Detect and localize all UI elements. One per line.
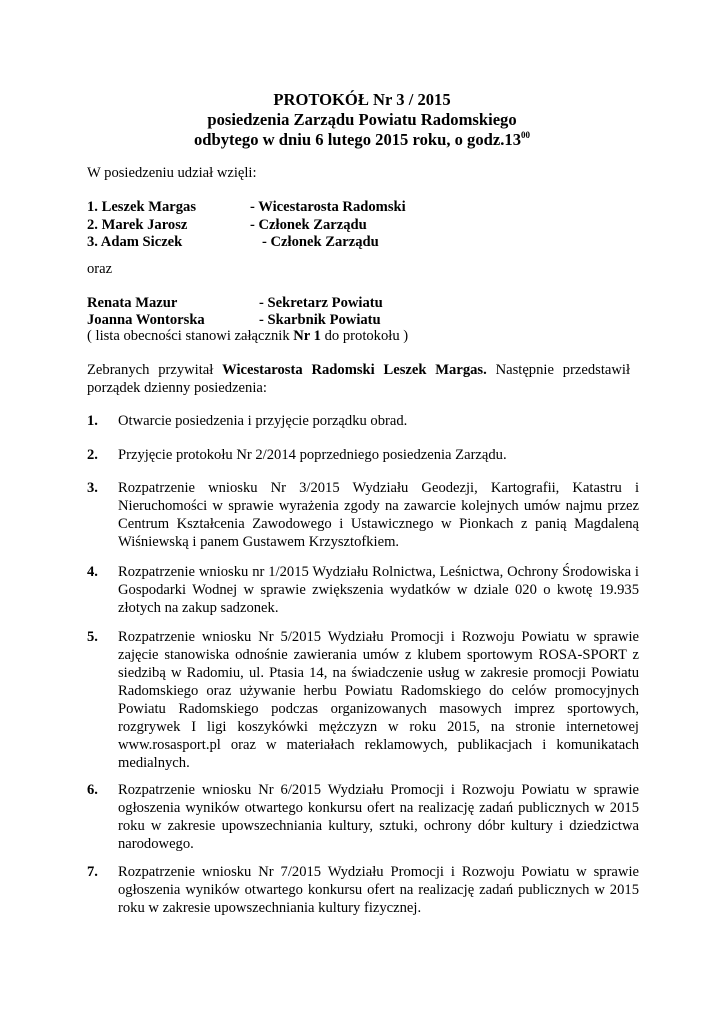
agenda-number: 6. (87, 782, 98, 798)
title-line-3-text: odbytego w dniu 6 lutego 2015 roku, o godz.13 (193, 130, 521, 149)
attendee-role: - Sekretarz Powiatu (259, 295, 383, 311)
member-name: 3. Adam Siczek (87, 234, 183, 250)
member-name: 2. Marek Jarosz (87, 217, 188, 233)
oraz-text: oraz (87, 261, 113, 277)
agenda-number: 5. (87, 629, 98, 645)
agenda-text: Otwarcie posiedzenia i przyjęcie porządku obrad. (118, 413, 408, 429)
attendee-role: - Skarbnik Powiatu (259, 312, 381, 328)
title-line-2: posiedzenia Zarządu Powiatu Radomskiego (207, 110, 517, 129)
agenda-number: 3. (87, 480, 98, 496)
member-row (87, 233, 637, 251)
intro-after: Następnie przedstawił porządek dzienny posiedzenia: (87, 362, 631, 396)
agenda-text: Rozpatrzenie wniosku Nr 6/2015 Wydziału Promocji i Rozwoju Powiatu w sprawie ogłoszenia wyników otwartego konkursu ofert na realizację zadań publicznych w 2015 roku w zakresie upowszechniania kultury, sztuki, ochrony dóbr kultury i dziedzictwa narodowego. (118, 782, 639, 852)
member-role: - Członek Zarządu (262, 234, 379, 250)
attendance-label: W posiedzeniu udział wzięli: (87, 165, 257, 181)
agenda-number: 1. (87, 413, 98, 429)
agenda-text: Rozpatrzenie wniosku Nr 5/2015 Wydziału Promocji i Rozwoju Powiatu w sprawie zajęcie stanowiska odnośnie zawierania umów z klubem sportowym ROSA-SPORT z siedzibą w Radomiu, ul. Ptasia 14, na świadczenie usług w zakresie promocji Powiatu Radomskiego oraz używanie herbu Powiatu Radomskiego do celów promocyjnych Powiatu Radomskiego podczas organizowanych masowych imprez sportowych, rozgrywek I ligi koszykówki mężczyzn w roku 2015, na stronie internetowej www.rosasport.pl oraz w materiałach reklamowych, publikacjach i komunikatach medialnych. (118, 629, 639, 771)
agenda-number: 2. (87, 447, 98, 463)
member-row (87, 198, 637, 216)
agenda-text: Rozpatrzenie wniosku Nr 7/2015 Wydziału Promocji i Rozwoju Powiatu w sprawie ogłoszenia wyników otwartego konkursu ofert na realizację zadań publicznych w 2015 roku w zakresie upowszechniania kultury fizycznej. (118, 864, 639, 916)
title-time-minutes: 00 (521, 130, 530, 140)
agenda-text: Przyjęcie protokołu Nr 2/2014 poprzedniego posiedzenia Zarządu. (118, 447, 507, 463)
attendance-note (87, 327, 408, 345)
agenda-number: 7. (87, 864, 98, 880)
attendance-note-before: ( lista obecności stanowi załącznik (87, 328, 294, 344)
member-name: 1. Leszek Margas (87, 199, 197, 215)
agenda-number: 4. (87, 564, 98, 580)
attendance-note-after: do protokołu ) (320, 328, 409, 344)
member-row (87, 216, 637, 234)
member-role: - Członek Zarządu (250, 217, 367, 233)
member-role: - Wicestarosta Radomski (250, 199, 406, 215)
other-attendee-row (87, 294, 637, 312)
document-title (0, 90, 724, 150)
agenda-text: Rozpatrzenie wniosku nr 1/2015 Wydziału Rolnictwa, Leśnictwa, Ochrony Środowiska i Gospodarki Wodnej w sprawie zwiększenia wydatków w dziale 020 o kwotę 19.935 złotych na zakup sadzonek. (118, 564, 639, 616)
title-line-3 (0, 130, 724, 150)
agenda-text: Rozpatrzenie wniosku Nr 3/2015 Wydziału Geodezji, Kartografii, Katastru i Nieruchomości w sprawie wyrażenia zgody na zawarcie kolejnych umów najmu przez Centrum Kształcenia Zawodowego i Ustawicznego w Pionkach z panią Magdaleną Wiśniewską i panem Gustawem Krzysztofkiem. (118, 480, 639, 550)
intro-greeter: Wicestarosta Radomski Leszek Margas. (222, 362, 487, 378)
title-line-1: PROTOKÓŁ Nr 3 / 2015 (273, 90, 451, 109)
attendee-name: Renata Mazur (87, 295, 178, 311)
intro-paragraph (87, 361, 630, 397)
attendance-note-attachment: Nr 1 (293, 328, 321, 344)
attendee-name: Joanna Wontorska (87, 312, 205, 328)
intro-before: Zebranych przywitał (87, 362, 223, 378)
